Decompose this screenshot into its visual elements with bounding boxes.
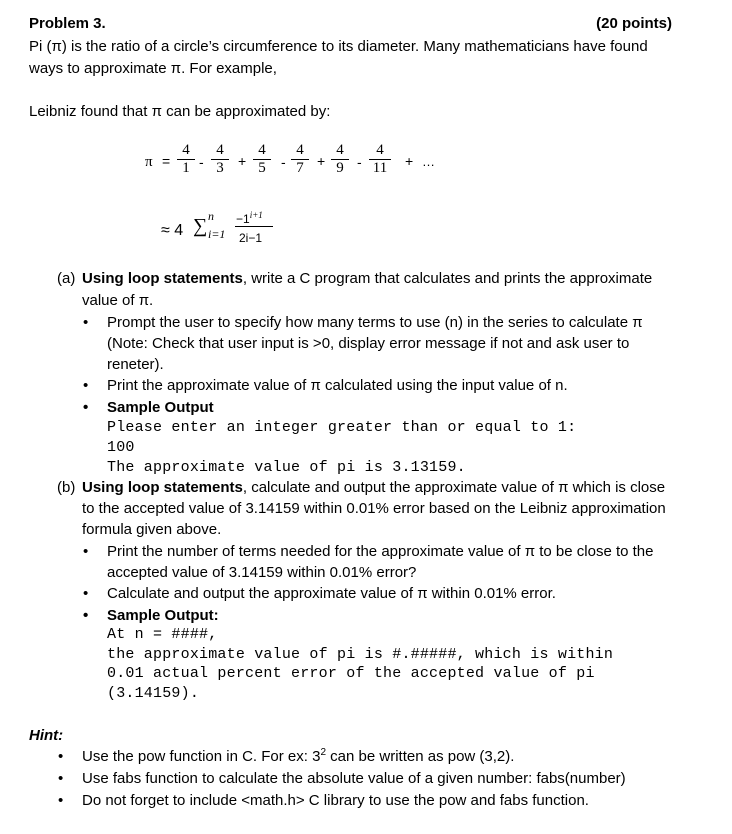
- operator: -: [199, 154, 204, 170]
- denominator: 3: [216, 160, 224, 176]
- part-b-sample-line-2: the approximate value of pi is #.#####, which is within: [107, 646, 614, 663]
- operator: -: [281, 154, 286, 170]
- part-b-label: (b): [57, 479, 76, 496]
- term-exponent: i+1: [249, 210, 263, 220]
- part-b-sample-line-4: (3.14159).: [107, 685, 200, 702]
- part-b-sample-line-1: At n = ####,: [107, 626, 218, 643]
- part-a-bullet-2: • Print the approximate value of π calculated using the input value of n.: [107, 375, 568, 396]
- fraction-bar: [235, 226, 273, 227]
- problem-title: Problem 3.: [29, 15, 106, 32]
- denominator: 9: [336, 160, 344, 176]
- part-b-bullet-1: • Print the number of terms needed for the approximate value of π to be close to the: [107, 541, 654, 562]
- ellipsis: …: [422, 154, 435, 169]
- part-b-bullet-3-title: • Sample Output:: [107, 605, 219, 626]
- part-a-lead: [82, 268, 652, 289]
- part-b-lead-line2: to the accepted value of 3.14159 within 0.01% error based on the Leibniz approximation: [82, 500, 666, 517]
- part-a-bullet-1: • Prompt the user to specify how many terms to use (n) in the series to calculate π: [107, 312, 643, 333]
- part-a-bullet-1-line2: (Note: Check that user input is >0, display error message if not and ask user to: [107, 335, 630, 352]
- part-b-sample-line-3: 0.01 actual percent error of the accepted value of pi: [107, 665, 595, 682]
- sigma-symbol: ∑: [193, 215, 208, 237]
- numerator: 4: [216, 142, 224, 158]
- fraction-term-3: [252, 142, 272, 177]
- fraction-term-6: [368, 142, 392, 177]
- operator: +: [405, 153, 414, 169]
- numerator: 4: [258, 142, 266, 158]
- hint-item-1-pre: Use the pow function in C. For ex: 3: [82, 748, 321, 765]
- term-denominator: 2i−1: [239, 231, 263, 245]
- fraction-term-1: [176, 142, 196, 177]
- fraction-term-4: [290, 142, 310, 177]
- part-a-lead-bold: Using loop statements: [82, 270, 243, 287]
- hint-item-1-post: can be written as pow (3,2).: [326, 748, 515, 765]
- approx-four: ≈ 4: [161, 222, 184, 239]
- term-numerator: [236, 208, 263, 226]
- hint-item-3: • Do not forget to include <math.h> C library to use the pow and fabs function.: [82, 790, 589, 811]
- intro-line-2: ways to approximate π. For example,: [29, 60, 277, 77]
- intro-line-1: Pi (π) is the ratio of a circle’s circumference to its diameter. Many mathematicians have found: [29, 38, 648, 55]
- denominator: 7: [296, 160, 304, 176]
- part-a-bullet-3-title: • Sample Output: [107, 397, 214, 418]
- part-b-bullet-1-line2: accepted value of 3.14159 within 0.01% error?: [107, 564, 417, 581]
- denominator: 11: [372, 160, 388, 176]
- fraction-term-2: [210, 142, 230, 177]
- part-a-lead-rest: , write a C program that calculates and prints the approximate: [242, 270, 653, 287]
- hint-item-2: • Use fabs function to calculate the absolute value of a given number: fabs(number): [82, 768, 626, 789]
- part-a-sample-line-1: Please enter an integer greater than or equal to 1:: [107, 419, 577, 436]
- sum-lower-limit: i=1: [208, 227, 226, 241]
- hint-item-1-sup: 2: [320, 747, 327, 758]
- hint-title: Hint:: [29, 727, 64, 744]
- numerator: 4: [296, 142, 304, 158]
- numerator: 4: [336, 142, 344, 158]
- fraction-term-5: [330, 142, 350, 177]
- numerator: 4: [182, 142, 190, 158]
- part-b-lead-line3: formula given above.: [82, 521, 222, 538]
- part-a-sample-line-3: The approximate value of pi is 3.13159.: [107, 459, 466, 476]
- sum-upper-limit: n: [208, 209, 214, 223]
- term-base: −1: [236, 212, 250, 226]
- denominator: 1: [182, 160, 190, 176]
- leibniz-intro: Leibniz found that π can be approximated by:: [29, 103, 331, 120]
- part-b-lead-rest: , calculate and output the approximate value of π which is close: [242, 479, 666, 496]
- numerator: 4: [376, 142, 384, 158]
- part-b-lead-bold: Using loop statements: [82, 479, 243, 496]
- pi-symbol: π: [145, 154, 153, 170]
- part-b-lead: [82, 477, 665, 498]
- problem-points: (20 points): [596, 15, 672, 32]
- part-a-label: (a): [57, 270, 76, 287]
- hint-item-1: [82, 746, 514, 767]
- equals-sign: =: [162, 153, 171, 169]
- operator: +: [238, 153, 247, 169]
- part-b-bullet-2: • Calculate and output the approximate value of π within 0.01% error.: [107, 583, 556, 604]
- operator: -: [357, 154, 362, 170]
- part-a-bullet-1-line3: reneter).: [107, 356, 164, 373]
- denominator: 5: [258, 160, 266, 176]
- part-a-sample-line-2: 100: [107, 439, 135, 456]
- operator: +: [317, 153, 326, 169]
- part-a-lead-line2: value of π.: [82, 292, 154, 309]
